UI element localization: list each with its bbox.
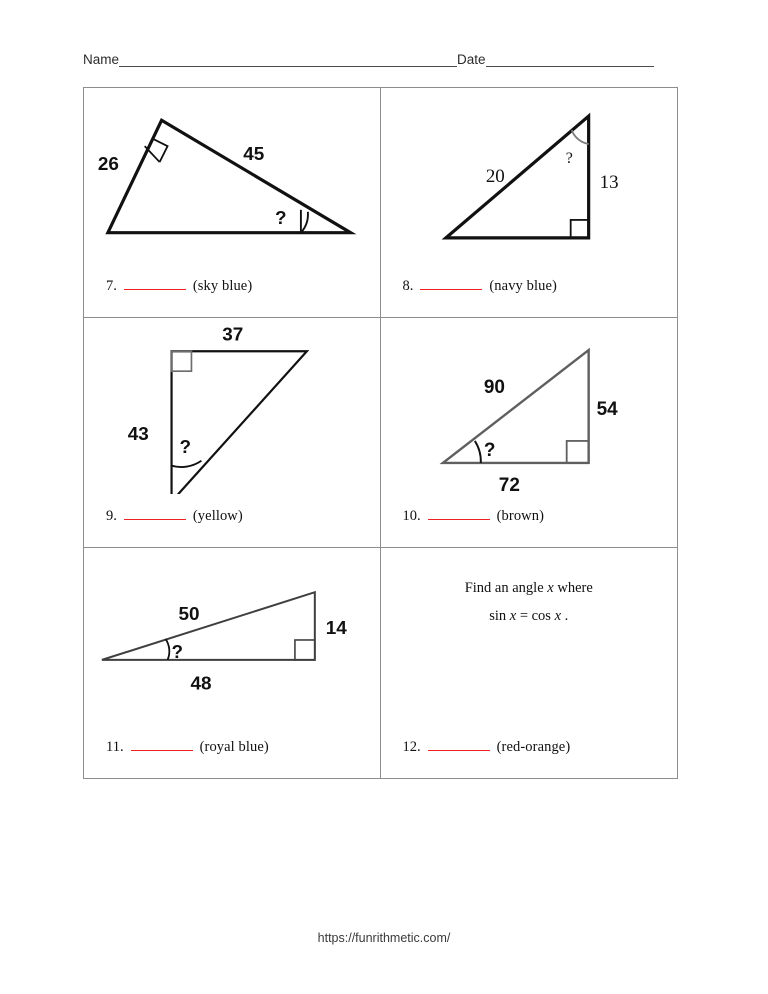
- triangle-label-8-b: 13: [599, 171, 619, 193]
- triangle-angle-9: ?: [179, 436, 192, 458]
- answer-blank-10[interactable]: [428, 506, 490, 520]
- date-label: Date: [457, 51, 486, 67]
- triangle-angle-8: ?: [565, 150, 573, 168]
- triangle-label-10-a: 90: [483, 377, 505, 399]
- answer-blank-12[interactable]: [428, 737, 490, 751]
- answer-color-9: (yellow): [192, 508, 243, 524]
- triangle-figure-8: [381, 88, 678, 264]
- triangle-figure-11: [84, 548, 380, 724]
- answer-blank-7[interactable]: [124, 276, 186, 290]
- triangle-label-9-b: 43: [127, 423, 149, 445]
- answer-row-7: [106, 276, 252, 295]
- text-problem-12-fn1: sin: [489, 608, 510, 625]
- header-fields: [83, 45, 673, 67]
- triangle-label-11-a: 50: [178, 604, 200, 626]
- triangle-label-11-c: 48: [190, 673, 212, 695]
- answer-row-12: [403, 737, 571, 756]
- answer-row-9: [106, 506, 243, 525]
- problem-cell-7: [84, 88, 381, 318]
- problem-cell-8: [381, 88, 678, 318]
- name-write-line[interactable]: [119, 65, 457, 67]
- answer-color-12: (red-orange): [496, 739, 571, 755]
- triangle-angle-7: ?: [275, 207, 287, 229]
- triangle-label-10-c: 72: [498, 474, 520, 494]
- problem-cell-10: [381, 318, 678, 548]
- answer-number-11: 11.: [106, 739, 124, 755]
- text-problem-12-var2: x: [554, 608, 562, 625]
- answer-number-7: 7.: [106, 278, 117, 294]
- triangle-angle-10: ?: [483, 439, 495, 461]
- problem-cell-9: [84, 318, 381, 548]
- answer-number-9: 9.: [106, 508, 117, 524]
- text-problem-12-end: .: [561, 608, 569, 625]
- text-problem-12-line1-post: where: [553, 580, 593, 596]
- answer-color-10: (brown): [496, 508, 545, 524]
- answer-color-8: (navy blue): [489, 278, 557, 294]
- text-problem-12-fn2: cos: [531, 608, 555, 625]
- text-problem-12-line1-pre: Find an angle: [464, 580, 548, 596]
- triangle-label-10-b: 54: [596, 398, 618, 420]
- text-problem-12: [381, 574, 678, 631]
- answer-blank-9[interactable]: [124, 506, 186, 520]
- answer-number-12: 12.: [402, 739, 421, 755]
- triangle-label-7-a: 26: [97, 154, 119, 176]
- answer-blank-11[interactable]: [131, 737, 193, 751]
- triangle-label-9-a: 37: [222, 324, 244, 346]
- problem-cell-11: [84, 548, 381, 778]
- answer-number-10: 10.: [402, 508, 421, 524]
- triangle-label-8-a: 20: [485, 165, 505, 187]
- triangle-label-11-b: 14: [325, 618, 347, 640]
- name-label: Name: [83, 51, 120, 67]
- answer-row-11: [106, 737, 269, 756]
- triangle-angle-11: ?: [171, 641, 184, 663]
- triangle-figure-9: [84, 318, 380, 494]
- text-problem-12-var1: x: [509, 608, 517, 625]
- answer-row-8: [403, 276, 557, 295]
- date-write-line[interactable]: [486, 65, 654, 67]
- problem-grid: [83, 87, 678, 779]
- problem-cell-12: [381, 548, 678, 778]
- answer-color-11: (royal blue): [199, 739, 269, 755]
- triangle-label-7-b: 45: [243, 144, 265, 166]
- text-problem-12-eq: =: [516, 608, 532, 625]
- triangle-figure-7: [84, 88, 380, 264]
- triangle-figure-10: [381, 318, 678, 494]
- answer-row-10: [403, 506, 545, 525]
- text-problem-12-line1: [381, 574, 678, 602]
- footer-url[interactable]: https://funrithmetic.com/: [317, 931, 451, 945]
- text-problem-12-line2: [381, 602, 678, 630]
- answer-blank-8[interactable]: [420, 276, 482, 290]
- text-problem-12-line1-var: x: [547, 580, 554, 596]
- answer-number-8: 8.: [402, 278, 414, 294]
- answer-color-7: (sky blue): [192, 278, 253, 294]
